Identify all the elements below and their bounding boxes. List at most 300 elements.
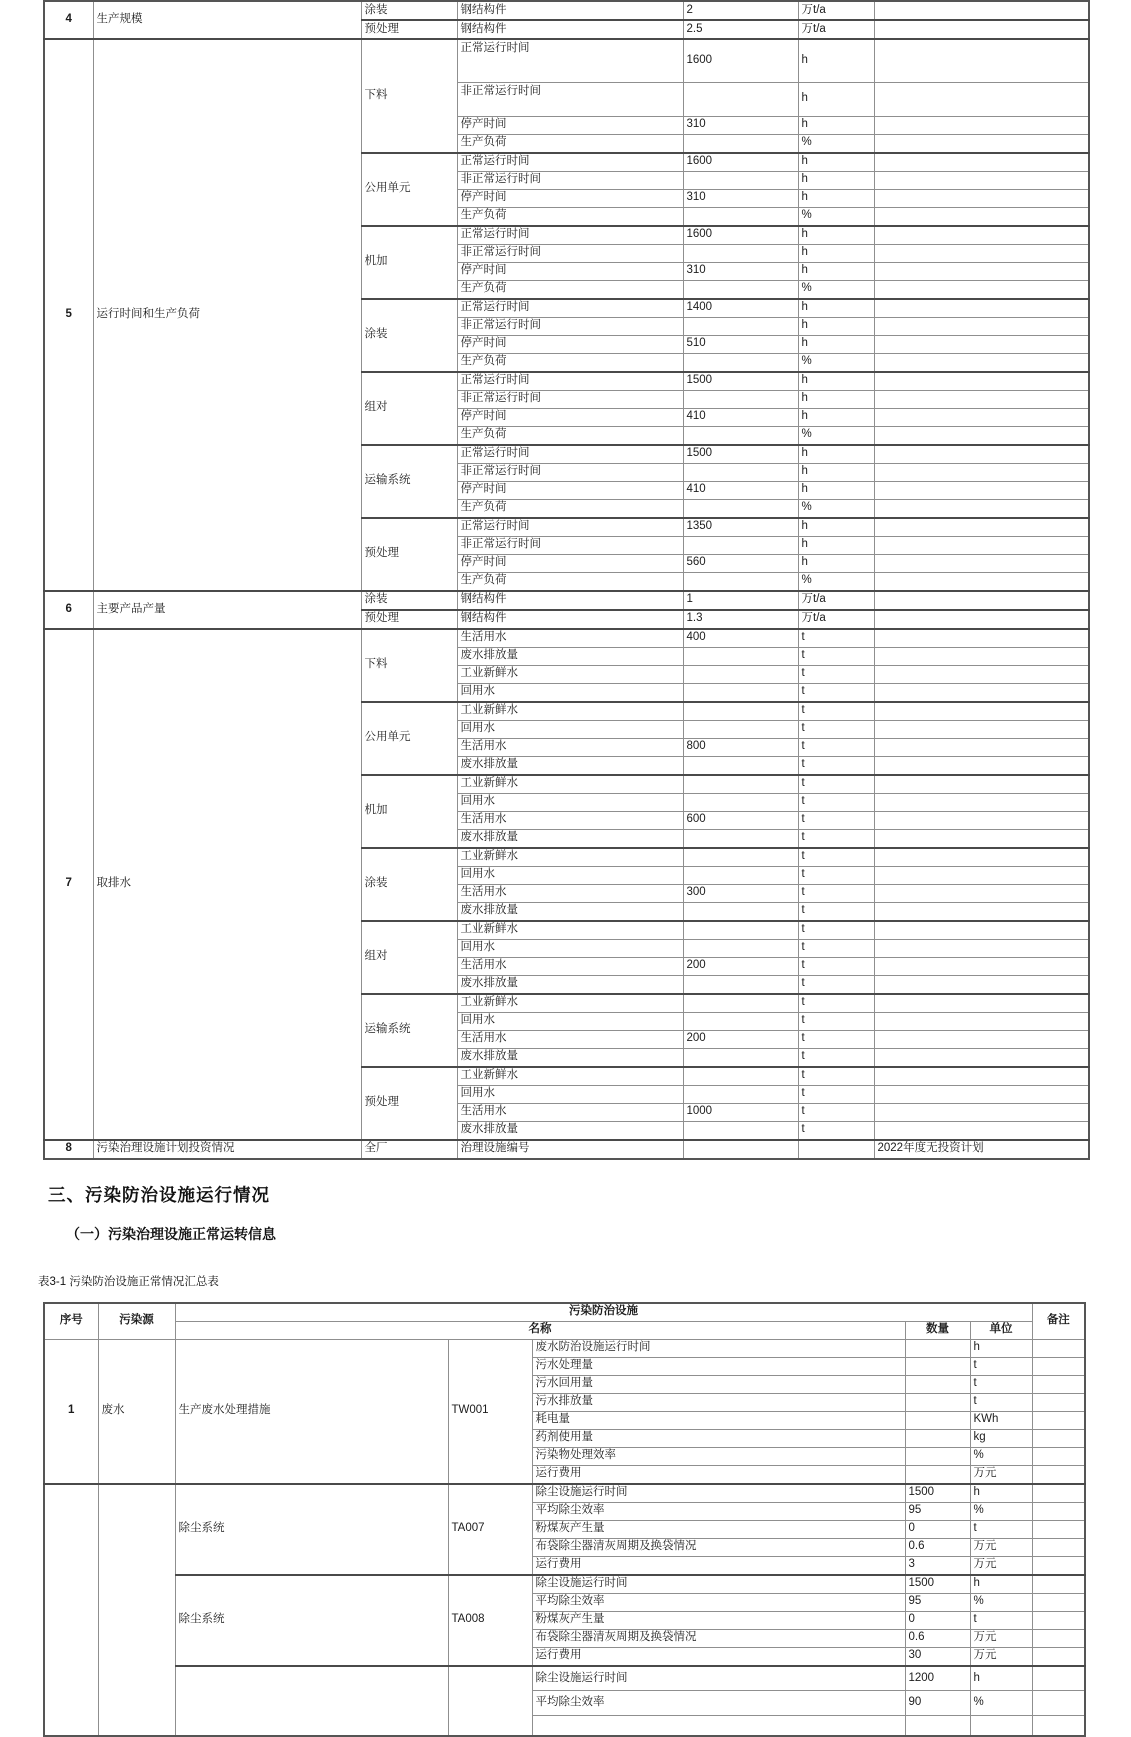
quantity-cell: 3 [905, 1556, 970, 1575]
item-cell: 停产时间 [457, 262, 683, 280]
item-cell: 钢结构件 [457, 1, 683, 20]
unit-cell: h [798, 116, 874, 134]
remark-cell [1032, 1691, 1085, 1716]
unit-cell: t [798, 1030, 874, 1048]
unit-cell: 万元 [970, 1647, 1032, 1666]
item-cell: 废水排放量 [457, 829, 683, 848]
remark-cell [874, 353, 1089, 372]
value-cell [683, 390, 798, 408]
value-cell [683, 647, 798, 665]
unit-cell: 万t/a [798, 20, 874, 39]
remark-cell [874, 171, 1089, 189]
unit-cell: h [798, 536, 874, 554]
unit-cell: h [798, 554, 874, 572]
remark-cell [874, 939, 1089, 957]
item-cell: 正常运行时间 [457, 445, 683, 464]
item-cell: 回用水 [457, 939, 683, 957]
remark-cell [874, 756, 1089, 775]
unit-cell: h [798, 372, 874, 391]
pollution-facility-table-body [44, 1303, 1085, 1736]
unit-cell: h [798, 481, 874, 499]
remark-cell [1032, 1429, 1085, 1447]
value-cell [683, 82, 798, 116]
remark-cell [874, 591, 1089, 610]
value-cell [683, 317, 798, 335]
value-cell [683, 499, 798, 518]
item-cell: 回用水 [457, 866, 683, 884]
remark-cell [874, 994, 1089, 1013]
unit-cell: t [798, 1067, 874, 1086]
item-cell: 正常运行时间 [457, 39, 683, 82]
unit-cell: t [798, 1121, 874, 1140]
remark-cell [874, 610, 1089, 629]
value-cell [683, 756, 798, 775]
unit-cell: t [798, 1103, 874, 1121]
remark-cell [874, 463, 1089, 481]
value-cell: 2.5 [683, 20, 798, 39]
header-quantity: 数量 [905, 1321, 970, 1339]
unit-name-cell: 公用单元 [361, 702, 457, 775]
row-number-cell: 4 [44, 1, 93, 39]
item-cell: 钢结构件 [457, 610, 683, 629]
header-remark: 备注 [1032, 1303, 1085, 1340]
item-cell: 耗电量 [532, 1411, 905, 1429]
unit-cell: t [798, 720, 874, 738]
unit-cell: t [798, 683, 874, 702]
remark-cell [874, 866, 1089, 884]
unit-cell: t [798, 829, 874, 848]
value-cell [683, 280, 798, 299]
value-cell [683, 939, 798, 957]
unit-cell: h [970, 1339, 1032, 1357]
item-cell: 正常运行时间 [457, 518, 683, 537]
unit-cell: h [798, 445, 874, 464]
facility-name-cell [175, 1666, 448, 1736]
category-cell: 取排水 [93, 629, 361, 1140]
remark-cell [874, 153, 1089, 172]
item-cell: 平均除尘效率 [532, 1593, 905, 1611]
quantity-cell: 90 [905, 1691, 970, 1716]
value-cell [683, 720, 798, 738]
row-number-cell: 1 [44, 1339, 98, 1484]
item-cell: 工业新鲜水 [457, 1067, 683, 1086]
value-cell [683, 921, 798, 940]
unit-cell: h [970, 1666, 1032, 1691]
unit-name-cell: 运输系统 [361, 994, 457, 1067]
remark-cell [874, 82, 1089, 116]
unit-cell: h [798, 518, 874, 537]
quantity-cell: 0 [905, 1520, 970, 1538]
unit-cell: h [798, 408, 874, 426]
remark-cell [874, 957, 1089, 975]
remark-cell [1032, 1375, 1085, 1393]
unit-cell: % [798, 134, 874, 153]
unit-name-cell: 涂装 [361, 1, 457, 20]
unit-cell: h [798, 299, 874, 318]
item-cell: 污水回用量 [532, 1375, 905, 1393]
value-cell [683, 775, 798, 794]
table-row [44, 1484, 1085, 1503]
unit-cell: t [798, 1048, 874, 1067]
item-cell: 生活用水 [457, 1103, 683, 1121]
value-cell: 300 [683, 884, 798, 902]
item-cell: 生产负荷 [457, 572, 683, 591]
remark-cell [874, 1048, 1089, 1067]
facility-name-cell: 除尘系统 [175, 1575, 448, 1666]
quantity-cell [905, 1375, 970, 1393]
remark-cell [874, 884, 1089, 902]
unit-cell: t [798, 848, 874, 867]
value-cell: 1 [683, 591, 798, 610]
unit-cell: t [798, 629, 874, 648]
unit-cell: h [970, 1575, 1032, 1594]
value-cell [683, 353, 798, 372]
remark-cell [874, 902, 1089, 921]
unit-cell: % [798, 572, 874, 591]
item-cell: 生活用水 [457, 884, 683, 902]
item-cell: 废水排放量 [457, 647, 683, 665]
unit-cell: h [798, 39, 874, 82]
unit-cell [798, 1140, 874, 1159]
remark-cell [874, 1085, 1089, 1103]
item-cell: 正常运行时间 [457, 153, 683, 172]
value-cell: 410 [683, 408, 798, 426]
item-cell: 钢结构件 [457, 20, 683, 39]
pollution-facility-table [43, 1302, 1086, 1737]
remark-cell [874, 702, 1089, 721]
item-cell: 工业新鲜水 [457, 702, 683, 721]
value-cell [683, 1048, 798, 1067]
unit-name-cell: 预处理 [361, 1067, 457, 1140]
remark-cell [874, 280, 1089, 299]
unit-name-cell: 机加 [361, 775, 457, 848]
item-cell: 平均除尘效率 [532, 1502, 905, 1520]
unit-cell: t [970, 1611, 1032, 1629]
unit-cell: % [970, 1447, 1032, 1465]
remark-cell [874, 536, 1089, 554]
value-cell [683, 683, 798, 702]
remark-cell [874, 481, 1089, 499]
remark-cell [874, 829, 1089, 848]
value-cell [683, 1085, 798, 1103]
unit-name-cell: 机加 [361, 226, 457, 299]
item-cell: 工业新鲜水 [457, 665, 683, 683]
item-cell: 非正常运行时间 [457, 536, 683, 554]
value-cell [683, 866, 798, 884]
remark-cell [874, 738, 1089, 756]
facility-code-cell [448, 1666, 532, 1736]
unit-cell: 万t/a [798, 1, 874, 20]
item-cell: 生活用水 [457, 1030, 683, 1048]
item-cell: 废水排放量 [457, 1121, 683, 1140]
item-cell: 回用水 [457, 720, 683, 738]
value-cell [683, 134, 798, 153]
value-cell: 1.3 [683, 610, 798, 629]
item-cell: 生产负荷 [457, 499, 683, 518]
value-cell [683, 572, 798, 591]
unit-name-cell: 预处理 [361, 20, 457, 39]
value-cell [683, 426, 798, 445]
value-cell: 600 [683, 811, 798, 829]
item-cell: 停产时间 [457, 554, 683, 572]
item-cell: 污染物处理效率 [532, 1447, 905, 1465]
unit-cell: t [798, 921, 874, 940]
remark-cell [874, 207, 1089, 226]
value-cell [683, 902, 798, 921]
value-cell: 1500 [683, 445, 798, 464]
quantity-cell [905, 1465, 970, 1484]
remark-cell [874, 921, 1089, 940]
row-number-cell: 5 [44, 39, 93, 591]
remark-cell [874, 39, 1089, 82]
unit-cell: t [970, 1375, 1032, 1393]
unit-cell: h [798, 335, 874, 353]
item-cell: 平均除尘效率 [532, 1691, 905, 1716]
item-cell: 废水排放量 [457, 1048, 683, 1067]
remark-cell [1032, 1611, 1085, 1629]
unit-cell: t [970, 1357, 1032, 1375]
table-header-row [44, 1303, 1085, 1322]
quantity-cell [905, 1716, 970, 1736]
facility-code-cell: TA007 [448, 1484, 532, 1575]
table-row [44, 1, 1089, 20]
item-cell: 生活用水 [457, 629, 683, 648]
remark-cell [1032, 1502, 1085, 1520]
remark-cell [1032, 1520, 1085, 1538]
unit-cell: h [798, 226, 874, 245]
remark-cell [874, 1030, 1089, 1048]
remark-cell [874, 811, 1089, 829]
remark-cell [874, 372, 1089, 391]
value-cell: 1500 [683, 372, 798, 391]
quantity-cell [905, 1393, 970, 1411]
unit-name-cell: 下料 [361, 629, 457, 702]
unit-name-cell: 预处理 [361, 518, 457, 591]
section-heading: 三、污染防治设施运行情况 [48, 1184, 270, 1205]
enterprise-operation-table [43, 0, 1090, 1160]
item-cell: 药剂使用量 [532, 1429, 905, 1447]
item-cell: 工业新鲜水 [457, 775, 683, 794]
remark-cell [1032, 1393, 1085, 1411]
unit-cell: % [798, 207, 874, 226]
pollution-source-cell [98, 1484, 175, 1736]
item-cell: 生活用水 [457, 738, 683, 756]
remark-cell [874, 572, 1089, 591]
unit-cell: h [798, 82, 874, 116]
item-cell: 停产时间 [457, 481, 683, 499]
unit-cell: kg [970, 1429, 1032, 1447]
table-row [44, 591, 1089, 610]
unit-cell: h [798, 317, 874, 335]
unit-cell: t [798, 1085, 874, 1103]
unit-name-cell: 组对 [361, 921, 457, 994]
unit-cell: % [970, 1593, 1032, 1611]
value-cell: 310 [683, 116, 798, 134]
row-number-cell: 7 [44, 629, 93, 1140]
unit-name-cell: 全厂 [361, 1140, 457, 1159]
unit-cell: KWh [970, 1411, 1032, 1429]
item-cell: 非正常运行时间 [457, 82, 683, 116]
value-cell: 1400 [683, 299, 798, 318]
item-cell: 生产负荷 [457, 280, 683, 299]
row-number-cell [44, 1484, 98, 1736]
quantity-cell [905, 1411, 970, 1429]
remark-cell [1032, 1556, 1085, 1575]
table-row [44, 1339, 1085, 1357]
value-cell [683, 1012, 798, 1030]
value-cell [683, 848, 798, 867]
remark-cell [1032, 1716, 1085, 1736]
unit-cell: t [798, 811, 874, 829]
value-cell [683, 994, 798, 1013]
item-cell: 回用水 [457, 683, 683, 702]
item-cell: 生产负荷 [457, 353, 683, 372]
quantity-cell: 95 [905, 1593, 970, 1611]
remark-cell [874, 775, 1089, 794]
item-cell: 运行费用 [532, 1465, 905, 1484]
remark-cell [874, 499, 1089, 518]
unit-cell: h [970, 1484, 1032, 1503]
remark-cell [874, 408, 1089, 426]
table-caption: 表3-1 污染防治设施正常情况汇总表 [38, 1275, 219, 1288]
item-cell: 布袋除尘器清灰周期及换袋情况 [532, 1629, 905, 1647]
table-row [44, 1575, 1085, 1594]
unit-name-cell: 涂装 [361, 299, 457, 372]
unit-cell: 万t/a [798, 591, 874, 610]
value-cell: 1350 [683, 518, 798, 537]
item-cell [532, 1716, 905, 1736]
value-cell: 400 [683, 629, 798, 648]
unit-cell [970, 1716, 1032, 1736]
value-cell: 410 [683, 481, 798, 499]
remark-cell [874, 134, 1089, 153]
unit-cell: 万元 [970, 1556, 1032, 1575]
remark-cell [874, 720, 1089, 738]
unit-cell: % [798, 499, 874, 518]
unit-cell: t [798, 957, 874, 975]
unit-cell: h [798, 153, 874, 172]
item-cell: 工业新鲜水 [457, 994, 683, 1013]
pollution-source-cell: 废水 [98, 1339, 175, 1484]
remark-cell [874, 335, 1089, 353]
remark-cell [874, 629, 1089, 648]
quantity-cell [905, 1447, 970, 1465]
header-unit: 单位 [970, 1321, 1032, 1339]
subsection-heading: （一）污染治理设施正常运转信息 [66, 1225, 276, 1242]
unit-name-cell: 组对 [361, 372, 457, 445]
unit-cell: t [798, 884, 874, 902]
remark-cell [1032, 1647, 1085, 1666]
remark-cell [874, 445, 1089, 464]
unit-cell: h [798, 244, 874, 262]
unit-cell: 万元 [970, 1629, 1032, 1647]
quantity-cell: 0.6 [905, 1538, 970, 1556]
remark-cell [874, 1012, 1089, 1030]
value-cell: 510 [683, 335, 798, 353]
unit-cell: t [798, 702, 874, 721]
table-row [44, 39, 1089, 82]
unit-cell: t [970, 1393, 1032, 1411]
remark-cell [874, 426, 1089, 445]
remark-cell [874, 189, 1089, 207]
unit-cell: h [798, 463, 874, 481]
item-cell: 非正常运行时间 [457, 317, 683, 335]
remark-cell [874, 262, 1089, 280]
unit-name-cell: 涂装 [361, 591, 457, 610]
unit-cell: t [798, 775, 874, 794]
quantity-cell: 1500 [905, 1575, 970, 1594]
header-seq: 序号 [44, 1303, 98, 1340]
item-cell: 治理设施编号 [457, 1140, 683, 1159]
item-cell: 回用水 [457, 1012, 683, 1030]
unit-cell: t [798, 902, 874, 921]
quantity-cell [905, 1429, 970, 1447]
unit-cell: t [798, 1012, 874, 1030]
item-cell: 运行费用 [532, 1556, 905, 1575]
item-cell: 非正常运行时间 [457, 171, 683, 189]
remark-cell [874, 244, 1089, 262]
value-cell [683, 793, 798, 811]
value-cell: 1600 [683, 153, 798, 172]
value-cell [683, 1140, 798, 1159]
unit-cell: t [798, 738, 874, 756]
remark-cell [1032, 1447, 1085, 1465]
item-cell: 废水排放量 [457, 975, 683, 994]
category-cell: 运行时间和生产负荷 [93, 39, 361, 591]
item-cell: 废水排放量 [457, 902, 683, 921]
unit-cell: 万元 [970, 1465, 1032, 1484]
remark-cell [1032, 1575, 1085, 1594]
item-cell: 除尘设施运行时间 [532, 1484, 905, 1503]
unit-name-cell: 运输系统 [361, 445, 457, 518]
unit-name-cell: 预处理 [361, 610, 457, 629]
remark-cell [874, 554, 1089, 572]
item-cell: 回用水 [457, 793, 683, 811]
row-number-cell: 8 [44, 1140, 93, 1159]
unit-cell: % [970, 1502, 1032, 1520]
unit-cell: t [798, 756, 874, 775]
value-cell [683, 536, 798, 554]
item-cell: 停产时间 [457, 189, 683, 207]
unit-cell: h [798, 171, 874, 189]
remark-cell [874, 226, 1089, 245]
value-cell: 2 [683, 1, 798, 20]
unit-cell: 万元 [970, 1538, 1032, 1556]
category-cell: 污染治理设施计划投资情况 [93, 1140, 361, 1159]
table-row [44, 1666, 1085, 1691]
value-cell: 310 [683, 262, 798, 280]
unit-cell: h [798, 390, 874, 408]
value-cell [683, 1121, 798, 1140]
remark-cell [1032, 1666, 1085, 1691]
unit-name-cell: 涂装 [361, 848, 457, 921]
value-cell [683, 665, 798, 683]
item-cell: 非正常运行时间 [457, 463, 683, 481]
item-cell: 生活用水 [457, 957, 683, 975]
quantity-cell: 0.6 [905, 1629, 970, 1647]
unit-name-cell: 下料 [361, 39, 457, 153]
item-cell: 除尘设施运行时间 [532, 1666, 905, 1691]
facility-code-cell: TA008 [448, 1575, 532, 1666]
item-cell: 正常运行时间 [457, 299, 683, 318]
item-cell: 工业新鲜水 [457, 848, 683, 867]
remark-cell [874, 848, 1089, 867]
item-cell: 污水排放量 [532, 1393, 905, 1411]
remark-cell [1032, 1629, 1085, 1647]
remark-cell [874, 390, 1089, 408]
unit-cell: t [798, 994, 874, 1013]
unit-cell: t [970, 1520, 1032, 1538]
